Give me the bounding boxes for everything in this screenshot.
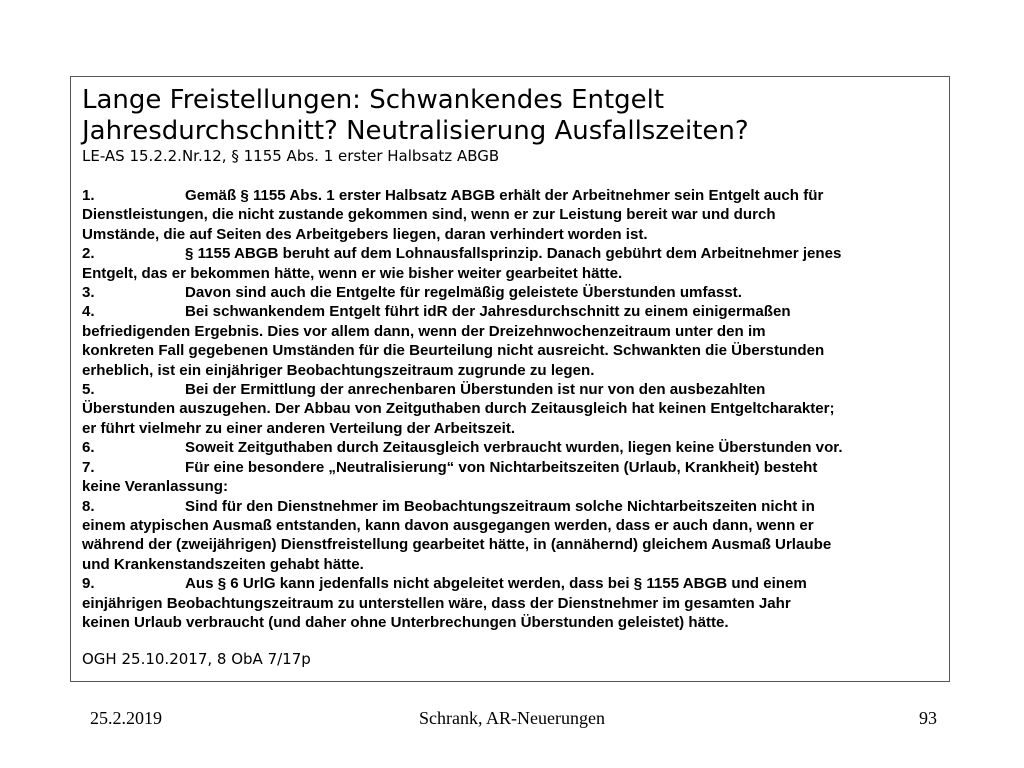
item-text: Bei schwankendem Entgelt führt idR der Jahresdurchschnitt zu einem einigermaßen (185, 303, 791, 321)
court-citation: OGH 25.10.2017, 8 ObA 7/17p (82, 650, 311, 669)
list-item (82, 186, 939, 244)
item-number: 4. (82, 303, 95, 321)
slide-title (82, 85, 939, 147)
item-number: 3. (82, 284, 95, 302)
item-text-continued: keine Veranlassung: (82, 478, 228, 496)
list-item (82, 438, 939, 457)
footer-author: Schrank, AR-Neuerungen (419, 708, 605, 728)
item-text: Soweit Zeitguthaben durch Zeitausgleich verbraucht wurden, liegen keine Überstunden vor. (185, 439, 843, 457)
list-item (82, 574, 939, 632)
numbered-list (82, 186, 939, 632)
footer-page-number: 93 (919, 708, 937, 728)
item-text-continued: Entgelt, das er bekommen hätte, wenn er wie bisher weiter gearbeitet hätte. (82, 264, 623, 282)
item-text-continued: Dienstleistungen, die nicht zustande gekommen sind, wenn er zur Leistung bereit war und durch Umstände, die auf Seiten des Arbeitgebers liegen, daran verhindert worden ist. (82, 206, 776, 243)
item-number: 2. (82, 245, 95, 263)
item-number: 1. (82, 187, 95, 204)
item-text-continued: Überstunden auszugehen. Der Abbau von Zeitguthaben durch Zeitausgleich hat keinen Entgeltcharakter; er führt vielmehr zu einer anderen Verteilung der Arbeitszeit. (82, 400, 835, 437)
item-text: § 1155 ABGB beruht auf dem Lohnausfallsprinzip. Danach gebührt dem Arbeitnehmer jenes (185, 245, 842, 263)
footer-date: 25.2.2019 (90, 708, 162, 728)
list-item (82, 302, 939, 380)
slide-subtitle: LE-AS 15.2.2.Nr.12, § 1155 Abs. 1 erster Halbsatz ABGB (82, 147, 500, 165)
item-number: 7. (82, 458, 95, 476)
item-text: Für eine besondere „Neutralisierung“ von Nichtarbeitszeiten (Urlaub, Krankheit) besteht (185, 458, 818, 476)
slide-content-box (70, 76, 950, 682)
title-line-1: Lange Freistellungen: Schwankendes Entgelt (82, 85, 665, 115)
list-item (82, 497, 939, 575)
item-text: Sind für den Dienstnehmer im Beobachtungszeitraum solche Nichtarbeitszeiten nicht in (185, 497, 815, 515)
list-item (82, 458, 939, 497)
item-number: 5. (82, 381, 95, 399)
item-number: 9. (82, 575, 95, 593)
item-text-continued: einem atypischen Ausmaß entstanden, kann davon ausgegangen werden, dass er auch dann, wenn er während der (zweijährigen) Dienstfreistellung gearbeitet hätte, in (annähernd) gleichem Ausmaß Urlaube und Krankenstandszeiten gehabt hätte. (82, 516, 832, 573)
item-text: Aus § 6 UrlG kann jedenfalls nicht abgeleitet werden, dass bei § 1155 ABGB und einem (185, 575, 807, 593)
list-item (82, 380, 939, 438)
item-number: 6. (82, 439, 95, 457)
item-text-continued: befriedigenden Ergebnis. Dies vor allem dann, wenn der Dreizehnwochenzeitraum unter den im konkreten Fall gegebenen Umständen für die Beurteilung nicht ausreicht. Schwankten die Überstunden erheblich, ist ein einjähriger Beobachtungszeitraum zugrunde zu legen. (82, 322, 825, 379)
item-number: 8. (82, 497, 95, 515)
item-text-continued: einjährigen Beobachtungszeitraum zu unterstellen wäre, dass der Dienstnehmer im gesamten Jahr keinen Urlaub verbraucht (und daher ohne Unterbrechungen Überstunden geleistet) hätte. (82, 594, 791, 631)
list-item (82, 244, 939, 283)
title-line-2: Jahresdurchschnitt? Neutralisierung Ausfallszeiten? (82, 116, 749, 146)
list-item (82, 283, 939, 302)
item-text: Gemäß § 1155 Abs. 1 erster Halbsatz ABGB erhält der Arbeitnehmer sein Entgelt auch für (185, 187, 824, 204)
item-text: Davon sind auch die Entgelte für regelmäßig geleistete Überstunden umfasst. (185, 284, 742, 302)
item-text: Bei der Ermittlung der anrechenbaren Überstunden ist nur von den ausbezahlten (185, 381, 766, 399)
